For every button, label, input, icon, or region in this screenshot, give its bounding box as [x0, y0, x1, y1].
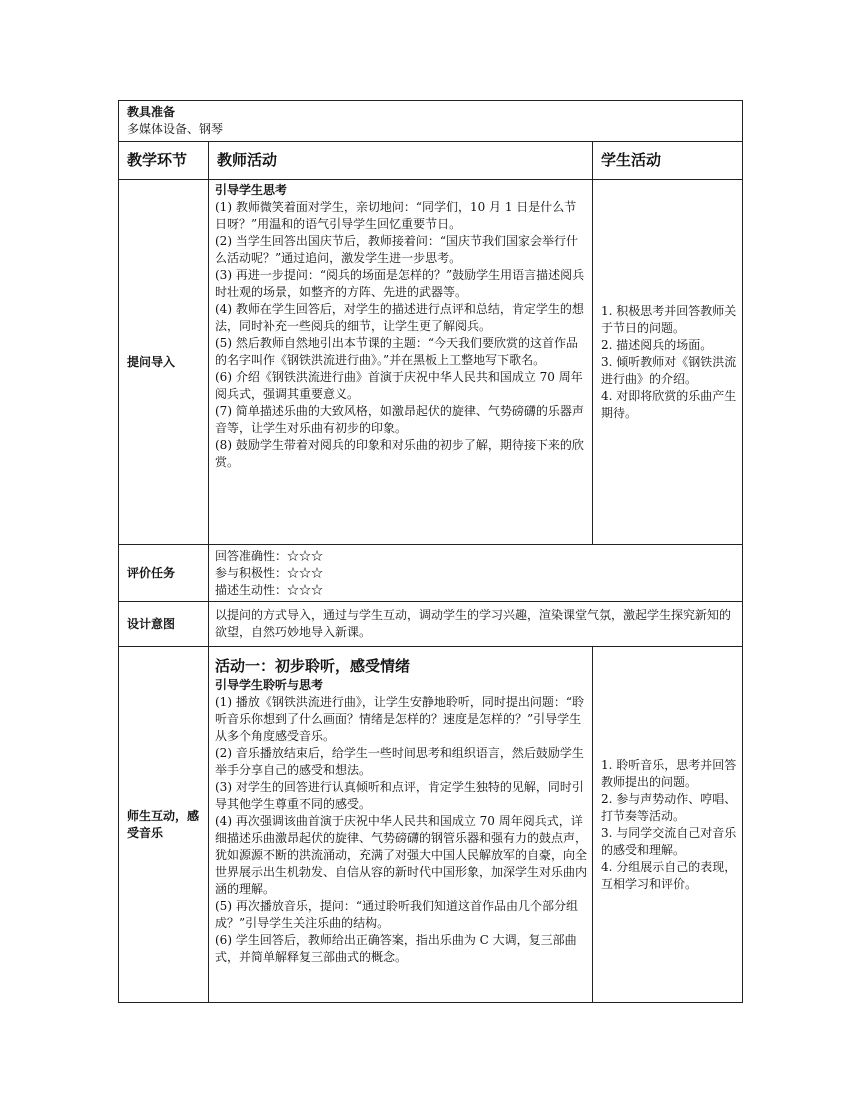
evaluation-item: 回答准确性：☆☆☆	[215, 548, 324, 563]
section2-student-item: 2. 参与声势动作、哼唱、打节奏等活动。	[601, 791, 737, 823]
section1-teacher-item: (6) 介绍《钢铁洪流进行曲》首演于庆祝中华人民共和国成立 70 周年阅兵式，强调其重要意义。	[215, 370, 583, 401]
section1-student-item: 4. 对即将欣赏的乐曲产生期待。	[601, 388, 737, 420]
section2-teacher-item: (1) 播放《钢铁洪流进行曲》，让学生安静地聆听，同时提出问题：“聆听音乐你想到了什么画面？情绪是怎样的？速度是怎样的？”引导学生从多个角度感受音乐。	[215, 695, 584, 743]
prep-title: 教具准备	[127, 105, 176, 119]
section2-student-item: 1. 聆听音乐，思考并回答教师提出的问题。	[601, 757, 737, 789]
prep-row	[119, 101, 743, 142]
evaluation-content	[209, 545, 743, 602]
section1-teacher-item: (8) 鼓励学生带着对阅兵的印象和对乐曲的初步了解，期待接下来的欣赏。	[215, 438, 584, 469]
section1-label: 提问导入	[119, 180, 209, 545]
section2-student-item: 4. 分组展示自己的表现，互相学习和评价。	[601, 859, 737, 891]
section1-teacher-item: (4) 教师在学生回答后，对学生的描述进行点评和总结，肯定学生的想法，同时补充一些阅兵的细节，让学生更了解阅兵。	[215, 302, 584, 333]
section2-teacher-item: (6) 学生回答后，教师给出正确答案，指出乐曲为 C 大调，复三部曲式，并简单解释复三部曲式的概念。	[215, 933, 577, 964]
section1-student	[593, 180, 743, 545]
section1-teacher-item: (3) 再进一步提问：“阅兵的场面是怎样的？”鼓励学生用语言描述阅兵时壮观的场景，如整齐的方阵、先进的武器等。	[215, 268, 585, 299]
evaluation-item: 描述生动性：☆☆☆	[215, 582, 324, 597]
section1-subtitle: 引导学生思考	[215, 183, 288, 197]
prep-content: 多媒体设备、钢琴	[127, 122, 224, 136]
header-row	[119, 142, 743, 180]
header-stage: 教学环节	[119, 142, 209, 180]
design-text: 以提问的方式导入，通过与学生互动，调动学生的学习兴趣，渲染课堂气氛，激起学生探究新知的欲望，自然巧妙地导入新课。	[209, 602, 743, 647]
design-row	[119, 602, 743, 647]
section1-teacher	[209, 180, 593, 545]
section1-student-item: 1. 积极思考并回答教师关于节日的问题。	[601, 303, 737, 335]
section1-teacher-item: (1) 教师微笑着面对学生，亲切地问：“同学们，10 月 1 日是什么节日呀？”用温和的语气引导学生回忆重要节日。	[215, 200, 577, 231]
header-teacher: 教师活动	[209, 142, 593, 180]
section2-row	[119, 647, 743, 1003]
section2-teacher-item: (5) 再次播放音乐，提问：“通过聆听我们知道这首作品由几个部分组成？”引导学生关注乐曲的结构。	[215, 899, 578, 930]
evaluation-label: 评价任务	[119, 545, 209, 602]
evaluation-row	[119, 545, 743, 602]
section2-subtitle: 引导学生聆听与思考	[215, 678, 324, 692]
lesson-plan-table	[118, 100, 743, 1003]
design-label: 设计意图	[119, 602, 209, 647]
section2-teacher-item: (3) 对学生的回答进行认真倾听和点评，肯定学生独特的见解，同时引导其他学生尊重不同的感受。	[215, 780, 584, 811]
section2-teacher-item: (2) 音乐播放结束后，给学生一些时间思考和组织语言，然后鼓励学生举手分享自己的感受和想法。	[215, 746, 584, 777]
section2-student	[593, 647, 743, 1003]
section2-teacher-item: (4) 再次强调该曲首演于庆祝中华人民共和国成立 70 周年阅兵式，详细描述乐曲激昂起伏的旋律、气势磅礴的钢管乐器和强有力的鼓点声，犹如源源不断的洪流涌动，充满了对强大中国人民解放军的自豪，向全世界展示出生机勃发、自信从容的新时代中国形象，加深学生对乐曲内涵的理解。	[215, 814, 588, 896]
section1-teacher-item: (5) 然后教师自然地引出本节课的主题：“今天我们要欣赏的这首作品的名字叫作《钢铁洪流进行曲》。”并在黑板上工整地写下歌名。	[215, 336, 578, 367]
section1-teacher-item: (7) 简单描述乐曲的大致风格，如激昂起伏的旋律、气势磅礴的乐器声音等，让学生对乐曲有初步的印象。	[215, 404, 584, 435]
section1-row	[119, 180, 743, 545]
section1-teacher-item: (2) 当学生回答出国庆节后，教师接着问：“国庆节我们国家会举行什么活动呢？”通过追问，激发学生进一步思考。	[215, 234, 578, 265]
section1-student-item: 3. 倾听教师对《钢铁洪流进行曲》的介绍。	[601, 354, 737, 386]
section2-student-item: 3. 与同学交流自己对音乐的感受和理解。	[601, 825, 737, 857]
section2-label: 师生互动，感受音乐	[119, 647, 209, 1003]
evaluation-item: 参与积极性：☆☆☆	[215, 565, 324, 580]
header-student: 学生活动	[593, 142, 743, 180]
activity-title: 活动一：初步聆听，感受情绪	[215, 657, 411, 675]
section2-teacher	[209, 647, 593, 1003]
section1-student-item: 2. 描述阅兵的场面。	[601, 337, 713, 352]
